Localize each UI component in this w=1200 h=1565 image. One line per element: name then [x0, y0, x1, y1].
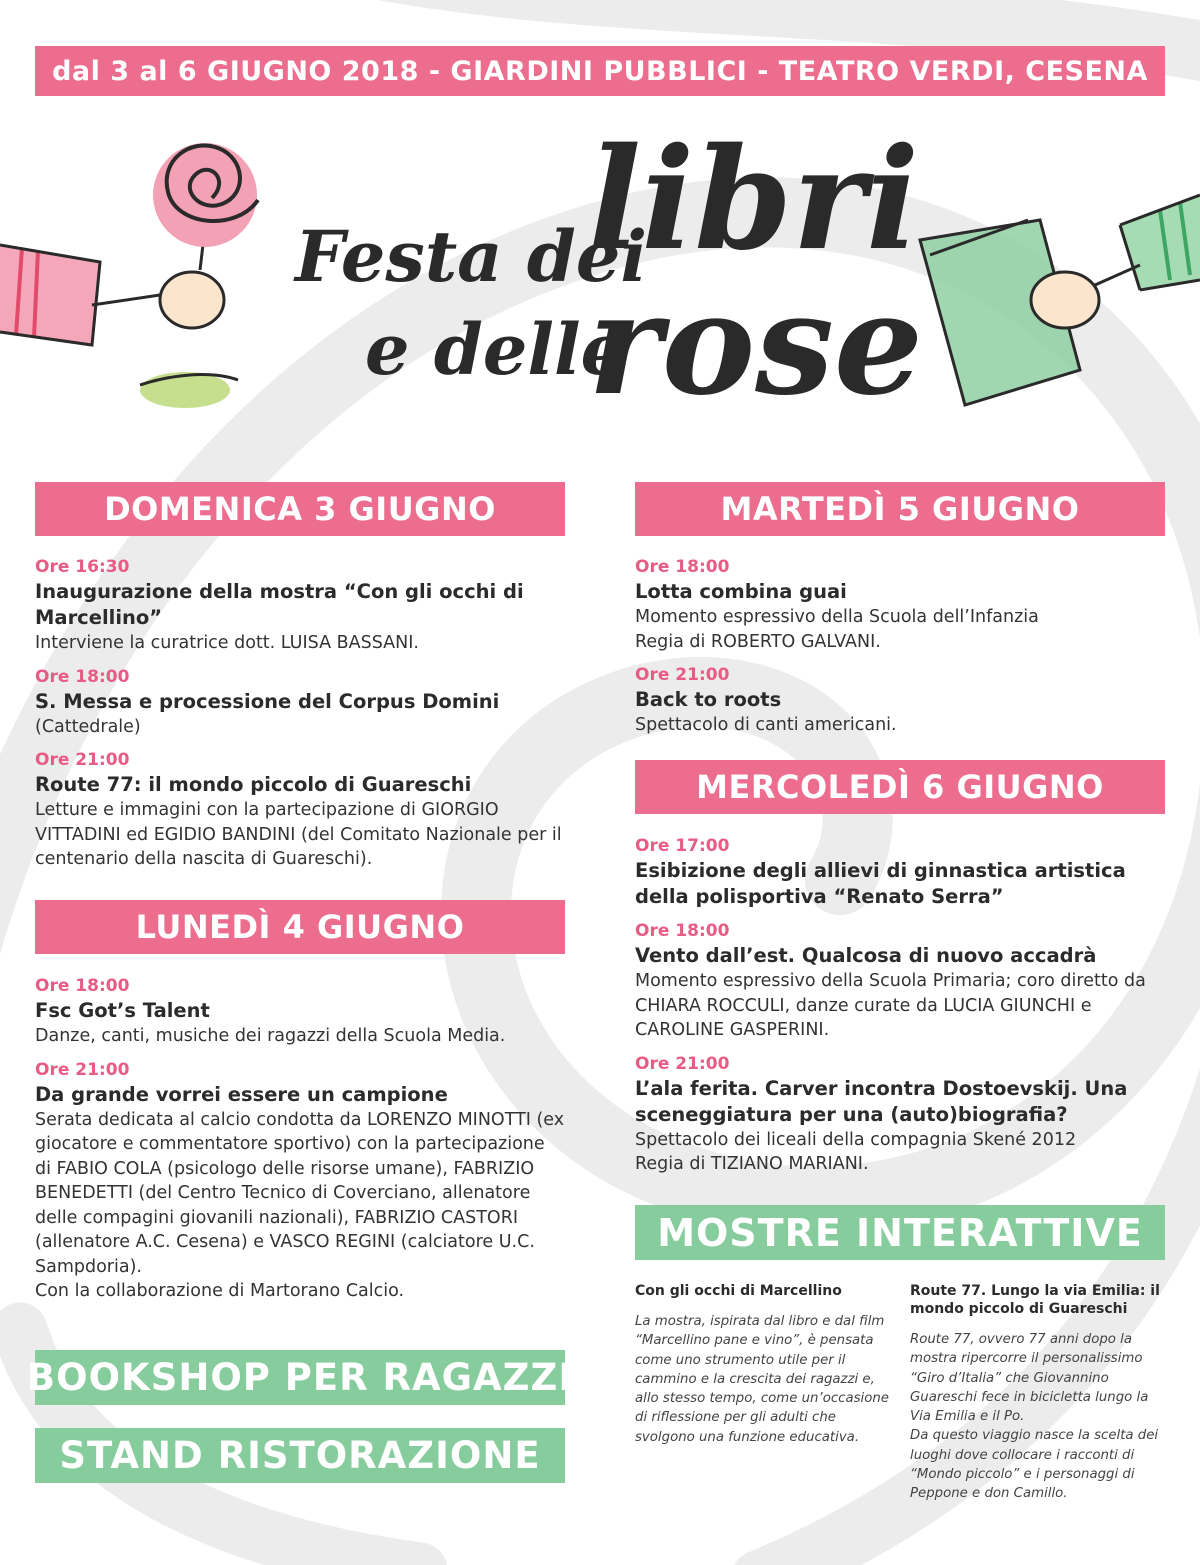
- day-header-monday: [35, 900, 565, 954]
- event-description: Momento espressivo della Scuola Primaria; coro diretto da CHIARA ROCCULI, danze curate da LUCIA GIUNCHI e CAROLINE GASPERINI.: [635, 971, 1146, 1040]
- wednesday-events: [635, 835, 1165, 1187]
- event-item: [635, 835, 1165, 910]
- event-time: Ore 18:00: [35, 976, 130, 996]
- logo-rose: rose: [588, 263, 924, 427]
- event-item: [35, 749, 565, 872]
- event-dates-banner: [35, 46, 1165, 96]
- day-title: MERCOLEDÌ 6 GIUGNO: [696, 768, 1104, 806]
- day-title: MARTEDÌ 5 GIUGNO: [720, 490, 1080, 528]
- logo-festa-dei: Festa dei: [295, 215, 647, 298]
- left-sleeve-icon: [0, 245, 100, 345]
- bookshop-text: BOOKSHOP PER RAGAZZI: [26, 1356, 574, 1399]
- event-time: Ore 21:00: [635, 665, 730, 685]
- day-header-sunday: [35, 482, 565, 536]
- event-title: Da grande vorrei essere un campione: [35, 1082, 448, 1106]
- dates-location-text: dal 3 al 6 GIUGNO 2018 - GIARDINI PUBBLICI - TEATRO VERDI, CESENA: [52, 55, 1148, 87]
- exhibitions-header: [635, 1205, 1165, 1260]
- sunday-events: [35, 556, 565, 882]
- event-time: Ore 18:00: [635, 557, 730, 577]
- event-description: Interviene la curatrice dott. LUISA BASSANI.: [35, 633, 419, 653]
- event-time: Ore 18:00: [35, 666, 130, 687]
- event-description: (Cattedrale): [35, 716, 141, 737]
- event-title: Lotta combina guai: [635, 580, 847, 603]
- event-description: Letture e immagini con la partecipazione di GIORGIO VITTADINI ed EGIDIO BANDINI (del Comitato Nazionale per il centenario della nascita di Guareschi).: [35, 800, 562, 869]
- exhibition-description: Route 77, ovvero 77 anni dopo la mostra ripercorre il personalissimo “Giro d’Italia” che Giovannino Guareschi fece in bicicletta lungo la Via Emilia e il Po. Da questo viaggio nasce la scelta dei luoghi dove collocare i racconti di “Mondo piccolo” e i personaggi di Peppone e don Camillo.: [910, 1332, 1159, 1502]
- event-description: Spettacolo di canti americani.: [635, 715, 897, 735]
- event-description: Serata dedicata al calcio condotta da LORENZO MINOTTI (ex giocatore e commentatore sportivo) con la partecipazione di FABIO COLA (psicologo delle risorse umane), FABRIZIO BENEDETTI (del Centro Tecnico di Coverciano, allenatore delle compagini giovanili nazionali), FABRIZIO CASTORI (allenatore A.C. Cesena) e VASCO REGINI (calciatore U.C. Sampdoria). Con la collaborazione di Martorano Calcio.: [35, 1109, 565, 1301]
- right-sleeve-icon: [1120, 195, 1200, 290]
- event-item: [35, 975, 565, 1049]
- exhibition-description: La mostra, ispirata dal libro e dal film “Marcellino pane e vino”, è pensata come uno strumento utile per il cammino e la crescita dei ragazzi e, allo stesso tempo, come un’occasione di riflessione per gli adulti che svolgono una funzione educativa.: [635, 1314, 889, 1445]
- event-title: Route 77: il mondo piccolo di Guareschi: [35, 773, 472, 796]
- event-item: [635, 1053, 1165, 1177]
- event-description: Spettacolo dei liceali della compagnia Skené 2012 Regia di TIZIANO MARIANI.: [635, 1129, 1077, 1174]
- day-title: LUNEDÌ 4 GIUGNO: [135, 908, 465, 946]
- logo-libri: libri: [588, 118, 920, 282]
- logo-e-delle: e delle: [365, 308, 626, 391]
- event-title: Esibizione degli allievi di ginnastica artistica della polisportiva “Renato Serra”: [635, 859, 1126, 908]
- event-item: [635, 664, 1165, 738]
- event-item: [635, 920, 1165, 1043]
- food-stand-banner: [35, 1428, 565, 1483]
- exhibition-title: Route 77. Lungo la via Emilia: il mondo piccolo di Guareschi: [910, 1283, 1160, 1317]
- event-description: Momento espressivo della Scuola dell’Infanzia Regia di ROBERTO GALVANI.: [635, 607, 1039, 652]
- event-title: L’ala ferita. Carver incontra Dostoevskij. Una sceneggiatura per una (auto)biografia?: [635, 1076, 1128, 1126]
- event-time: Ore 21:00: [635, 1053, 730, 1074]
- event-time: Ore 16:30: [35, 557, 130, 577]
- right-hand-icon: [1031, 265, 1140, 328]
- day-header-tuesday: [635, 482, 1165, 536]
- event-time: Ore 21:00: [35, 1059, 130, 1080]
- food-stand-text: STAND RISTORAZIONE: [59, 1434, 541, 1477]
- day-header-wednesday: [635, 760, 1165, 814]
- exhibitions-title: MOSTRE INTERATTIVE: [657, 1210, 1143, 1255]
- event-time: Ore 17:00: [635, 836, 730, 856]
- event-title: Inaugurazione della mostra “Con gli occhi di Marcellino”: [35, 580, 524, 629]
- event-title: Vento dall’est. Qualcosa di nuovo accadrà: [635, 944, 1097, 967]
- event-item: [35, 556, 565, 656]
- event-item: [35, 1059, 565, 1304]
- exhibition-item-marcellino: [635, 1282, 890, 1447]
- day-title: DOMENICA 3 GIUGNO: [104, 490, 496, 528]
- event-time: Ore 18:00: [635, 921, 730, 941]
- exhibition-title: Con gli occhi di Marcellino: [635, 1283, 842, 1299]
- event-time: Ore 21:00: [35, 750, 130, 770]
- event-title: Back to roots: [635, 688, 782, 711]
- event-item: [635, 556, 1165, 654]
- event-item: [35, 666, 565, 740]
- tuesday-events: [635, 556, 1165, 748]
- monday-events: [35, 975, 565, 1314]
- event-title: Fsc Got’s Talent: [35, 999, 210, 1022]
- bookshop-banner: [26, 1350, 574, 1405]
- event-title: S. Messa e processione del Corpus Domini: [35, 689, 500, 713]
- event-description: Danze, canti, musiche dei ragazzi della Scuola Media.: [35, 1026, 506, 1046]
- exhibition-item-route77: [910, 1282, 1165, 1504]
